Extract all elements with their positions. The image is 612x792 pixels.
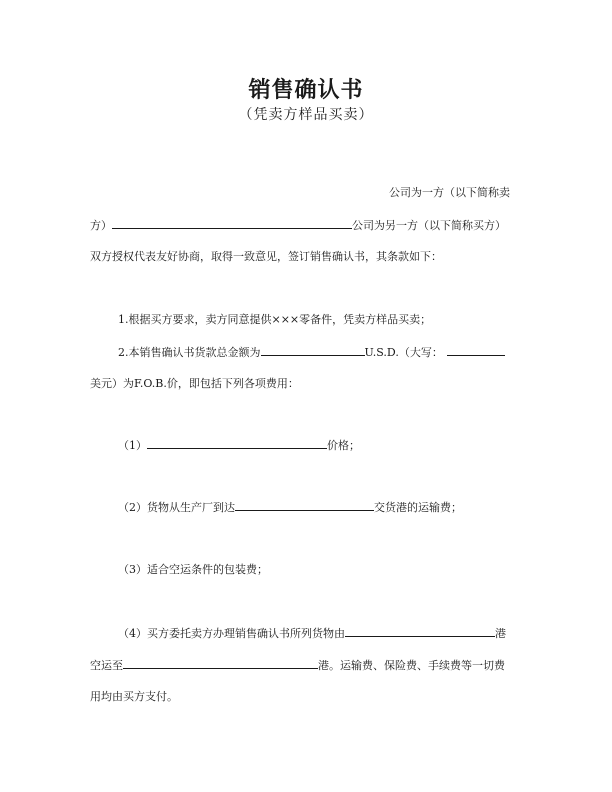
clause-2 (118, 344, 505, 361)
item-1 (118, 437, 360, 454)
item-text: （1） (118, 439, 147, 452)
seller-name-blank[interactable] (112, 217, 352, 229)
intro-line-2 (90, 217, 506, 234)
destination-port-blank[interactable] (123, 657, 318, 669)
delivery-port-blank[interactable] (235, 499, 374, 511)
document-subtitle: （凭卖方样品买卖） (238, 107, 374, 123)
clause-2-cont (90, 376, 299, 392)
intro-text: 公司为一方（以下简称卖 (389, 186, 510, 199)
item-text: 港。运输费、保险费、手续费等一切费 (318, 659, 505, 672)
item-4 (118, 625, 506, 642)
clause-text: 美元）为F.O.B.价，即包括下列各项费用： (90, 377, 299, 390)
item-text: （4）买方委托卖方办理销售确认书所列货物由 (118, 627, 345, 640)
intro-line-3 (90, 249, 442, 265)
price-blank[interactable] (147, 437, 327, 449)
clause-text: 2.本销售确认书货款总金额为 (118, 346, 261, 359)
document-title: 销售确认书 (248, 78, 364, 103)
clause-text: U.S.D.（大写： (364, 346, 443, 359)
item-3 (118, 562, 268, 578)
item-2 (118, 499, 462, 516)
intro-text: 双方授权代表友好协商，取得一致意见，签订销售确认书，其条款如下： (90, 250, 442, 263)
amount-in-words-blank[interactable] (447, 344, 505, 356)
intro-line-1 (389, 185, 510, 201)
item-4-end (90, 689, 178, 705)
clause-1 (118, 312, 431, 328)
item-4-cont (90, 657, 505, 674)
item-text: 港 (495, 627, 506, 640)
item-text: （3）适合空运条件的包装费； (118, 563, 268, 576)
item-text: （2）货物从生产厂到达 (118, 501, 235, 514)
intro-text: 方） (90, 219, 112, 232)
total-amount-blank[interactable] (261, 344, 365, 356)
item-text: 交货港的运输费； (374, 501, 462, 514)
origin-port-blank[interactable] (345, 625, 495, 637)
item-text: 价格； (327, 439, 360, 452)
item-text: 空运至 (90, 659, 123, 672)
item-text: 用均由买方支付。 (90, 690, 178, 703)
clause-text: 1.根据买方要求，卖方同意提供×××零备件，凭卖方样品买卖； (118, 313, 432, 326)
intro-text: 公司为另一方（以下简称买方） (352, 219, 506, 232)
